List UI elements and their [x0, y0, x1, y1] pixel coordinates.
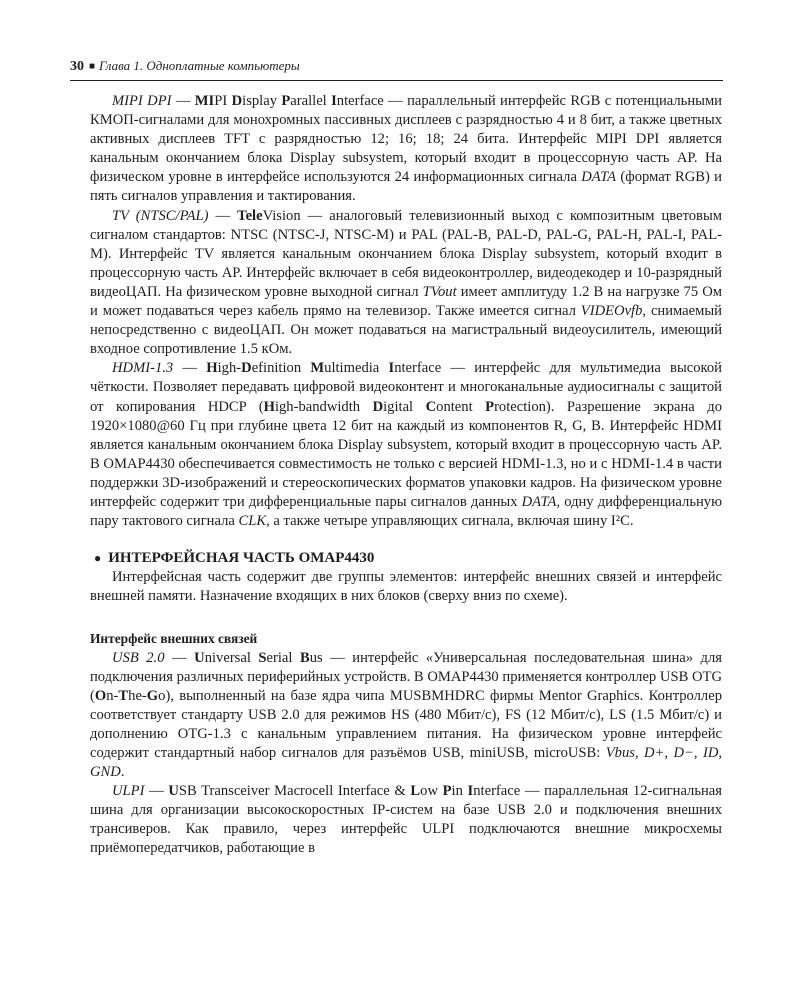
term: TV (NTSC/PAL): [112, 207, 209, 224]
text-run: , одну дифференциальную пару тактового сигнала: [90, 493, 722, 530]
section-heading: [90, 549, 722, 568]
acronym-letter: D: [231, 93, 243, 109]
term: HDMI-1.3: [112, 360, 174, 377]
text-run: —: [164, 649, 195, 666]
subsection-heading: Интерфейс внешних связей: [90, 631, 258, 647]
text-run: V: [262, 207, 273, 224]
acronym-letter: D: [372, 398, 384, 415]
signal-name: TVout: [422, 283, 457, 300]
acronym-letter: I: [331, 93, 337, 109]
signal-name: D−: [673, 745, 694, 761]
acronym-letter: MI: [194, 93, 215, 109]
acronym-letter: H: [206, 360, 218, 377]
text-run: —: [171, 93, 195, 109]
text-run: igh-: [217, 360, 242, 377]
paragraph-mipi-dpi: [90, 92, 722, 207]
text-run: ,: [664, 745, 674, 761]
signal-name: VIDEOvfb: [580, 303, 643, 320]
acronym-letter: T: [118, 687, 129, 704]
signal-name: ID: [702, 745, 719, 761]
term: ULPI: [112, 783, 145, 800]
acronym-letter: U: [168, 783, 179, 800]
text-run: ,: [718, 745, 723, 761]
chapter-title: Глава 1. Одноплатные компьютеры: [99, 58, 300, 73]
text-run: , а также четыре управляющих сигнала, включая шину I²C.: [266, 513, 634, 530]
acronym-letter: B: [299, 649, 310, 666]
text-run: nterface — интерфейс для мультимедиа высокой чёткости. Позволяет передавать цифровой видеоконтент и многоканальные аудиосигналы с защитой от копирования HDCP (: [90, 360, 722, 415]
header-rule: [70, 80, 723, 81]
text-run: igital: [383, 398, 426, 415]
text-run: ,: [693, 745, 703, 761]
acronym-letter: U: [194, 649, 205, 666]
text-run: o), выполненный на базе ядра чипа MUSBMHDRC фирмы Mentor Graphics. Контроллер соответствует стандарту USB 2.0 для режимов HS (480 Мбит/с), FS (12 Мбит/с), LS (1.5 Мбит/с) и дополнению OTG-1.3 с канальным управлением питания. На физическом уровне интерфейс содержит стандартный набор сигналов для разъёмов USB, miniUSB, microUSB:: [90, 687, 722, 761]
signal-name: Vbus: [605, 745, 635, 761]
paragraph-section-intro: Интерфейсная часть содержит две группы элементов: интерфейс внешних связей и интерфейс внешней памяти. Назначение входящих в них блоков (сверху вниз по схеме).: [90, 569, 722, 605]
paragraph-usb: [90, 649, 722, 783]
acronym-letter: I: [388, 360, 395, 377]
term: USB 2.0: [112, 649, 165, 666]
text-run: rotection). Разрешение экрана до 1920×1080@60 Гц при глубине цвета 12 бит на каждый из компонентов R, G, B. Интерфейс HDMI является канальным окончанием блока Display subsystem, который входит в процессорную часть AP. В OMAP4430 обеспечивается совместимость не только с версией HDMI-1.3, но и с HDMI-1.4 в части поддержки 3D-изображений и стереоскопических форматов упаковки кадров. На физическом уровне интерфейс содержит три дифференциальные пары сигналов данных: [90, 398, 722, 510]
acronym-letter: P: [442, 783, 452, 800]
text-run: ow: [420, 783, 443, 800]
section-title: ИНТЕРФЕЙСНАЯ ЧАСТЬ OMAP4430: [108, 550, 375, 567]
signal-name: DATA: [581, 169, 617, 186]
text-run: efinition: [251, 360, 311, 377]
text-run: —: [208, 207, 238, 224]
text-run: nterface — параллельный интерфейс RGB с потенциальными КМОП-сигналами для монохромных пассивных дисплеев с разрядностью 4 и 8 бит, а также цветных активных дисплеев TFT с разрядностью 12; 16; 18; 24 бита. Интерфейс MIPI DPI является канальным окончанием блока Display subsystem, который входит в процессорную часть AP. На физическом уровне в интерфейсе используются 24 информационных сигнала: [90, 93, 722, 186]
text-run: in: [451, 783, 468, 800]
text-run: SB Transceiver Macrocell Interface &: [178, 783, 411, 800]
paragraph-hdmi: [90, 359, 722, 531]
text-run: PI: [214, 93, 232, 109]
signal-name: GND: [90, 764, 121, 781]
signal-name: DATA: [521, 493, 557, 510]
acronym-letter: I: [467, 783, 474, 800]
acronym-letter: S: [258, 649, 267, 666]
text-run: nterface — параллельная 12-сигнальная шина для организации высокоскоростных IP-систем на базе USB 2.0 и подключения внешних трансиверов. Как правило, через интерфейс ULPI подключаются внешние микросхемы приёмопередатчиков, работающие в: [90, 783, 722, 857]
paragraph-ulpi: [90, 782, 722, 858]
running-header: [70, 56, 725, 78]
paragraph-tv: [90, 207, 722, 360]
bullet-icon: ●: [94, 551, 102, 566]
text-run: erial: [266, 649, 300, 666]
page-number: 30: [70, 59, 84, 74]
text-run: .: [120, 764, 125, 781]
page-body: [90, 92, 722, 859]
signal-name: CLK: [238, 513, 267, 530]
text-run: igh-bandwidth: [274, 398, 373, 415]
acronym-letter: H: [263, 398, 275, 415]
text-run: isplay: [242, 93, 282, 109]
text-run: ultimedia: [324, 360, 389, 377]
acronym-letter: Tele: [237, 207, 263, 224]
text-run: niversal: [204, 649, 259, 666]
acronym-letter: P: [281, 93, 291, 109]
acronym-letter: M: [310, 360, 325, 377]
text-run: us — интерфейс «Универсальная последовательная шина» для подключения различных периферийных устройств. В OMAP4430 применяется контроллер USB OTG (: [90, 649, 722, 704]
text-run: ontent: [436, 398, 486, 415]
text-run: имеет амплитуду 1.2 В на нагрузке 75 Ом и может подаваться через кабель прямо на телевизор. Также имеется сигнал: [90, 283, 722, 320]
acronym-letter: D: [241, 360, 252, 377]
text-run: , снимаемый непосредственно с видеоЦАП. Он может подаваться на магистральный видеоусилитель, имеющий входное сопротивление 1.5 кОм.: [90, 303, 722, 358]
acronym-letter: L: [410, 783, 421, 800]
text-run: ision — аналоговый телевизионный выход с композитным цветовым сигналом стандартов: NTSC (NTSC-J, NTSC-M) и PAL (PAL-B, PAL-D, PAL-G, PAL-H, PAL-I, PAL-M). Интерфейс TV является канальным окончанием блока Display subsystem, который входит в процессорную часть AP. Интерфейс включает в себя видеоконтроллер, видеодекодер и 10-разрядный видеоЦАП. На физическом уровне выходной сигнал: [90, 207, 722, 300]
acronym-letter: G: [146, 687, 159, 704]
text-run: he-: [128, 687, 147, 704]
text-run: n-: [106, 687, 119, 704]
acronym-letter: O: [94, 687, 107, 704]
acronym-letter: C: [425, 398, 437, 415]
text-run: —: [144, 783, 169, 800]
signal-name: D+: [644, 745, 665, 761]
text-run: (формат RGB) и пять сигналов управления и тактирования.: [90, 169, 722, 205]
term: MIPI DPI: [112, 93, 172, 109]
separator-square: ■: [89, 61, 96, 72]
text-run: —: [173, 360, 207, 377]
acronym-letter: P: [485, 398, 495, 415]
text-run: arallel: [290, 93, 332, 109]
text-run: ,: [634, 745, 645, 761]
